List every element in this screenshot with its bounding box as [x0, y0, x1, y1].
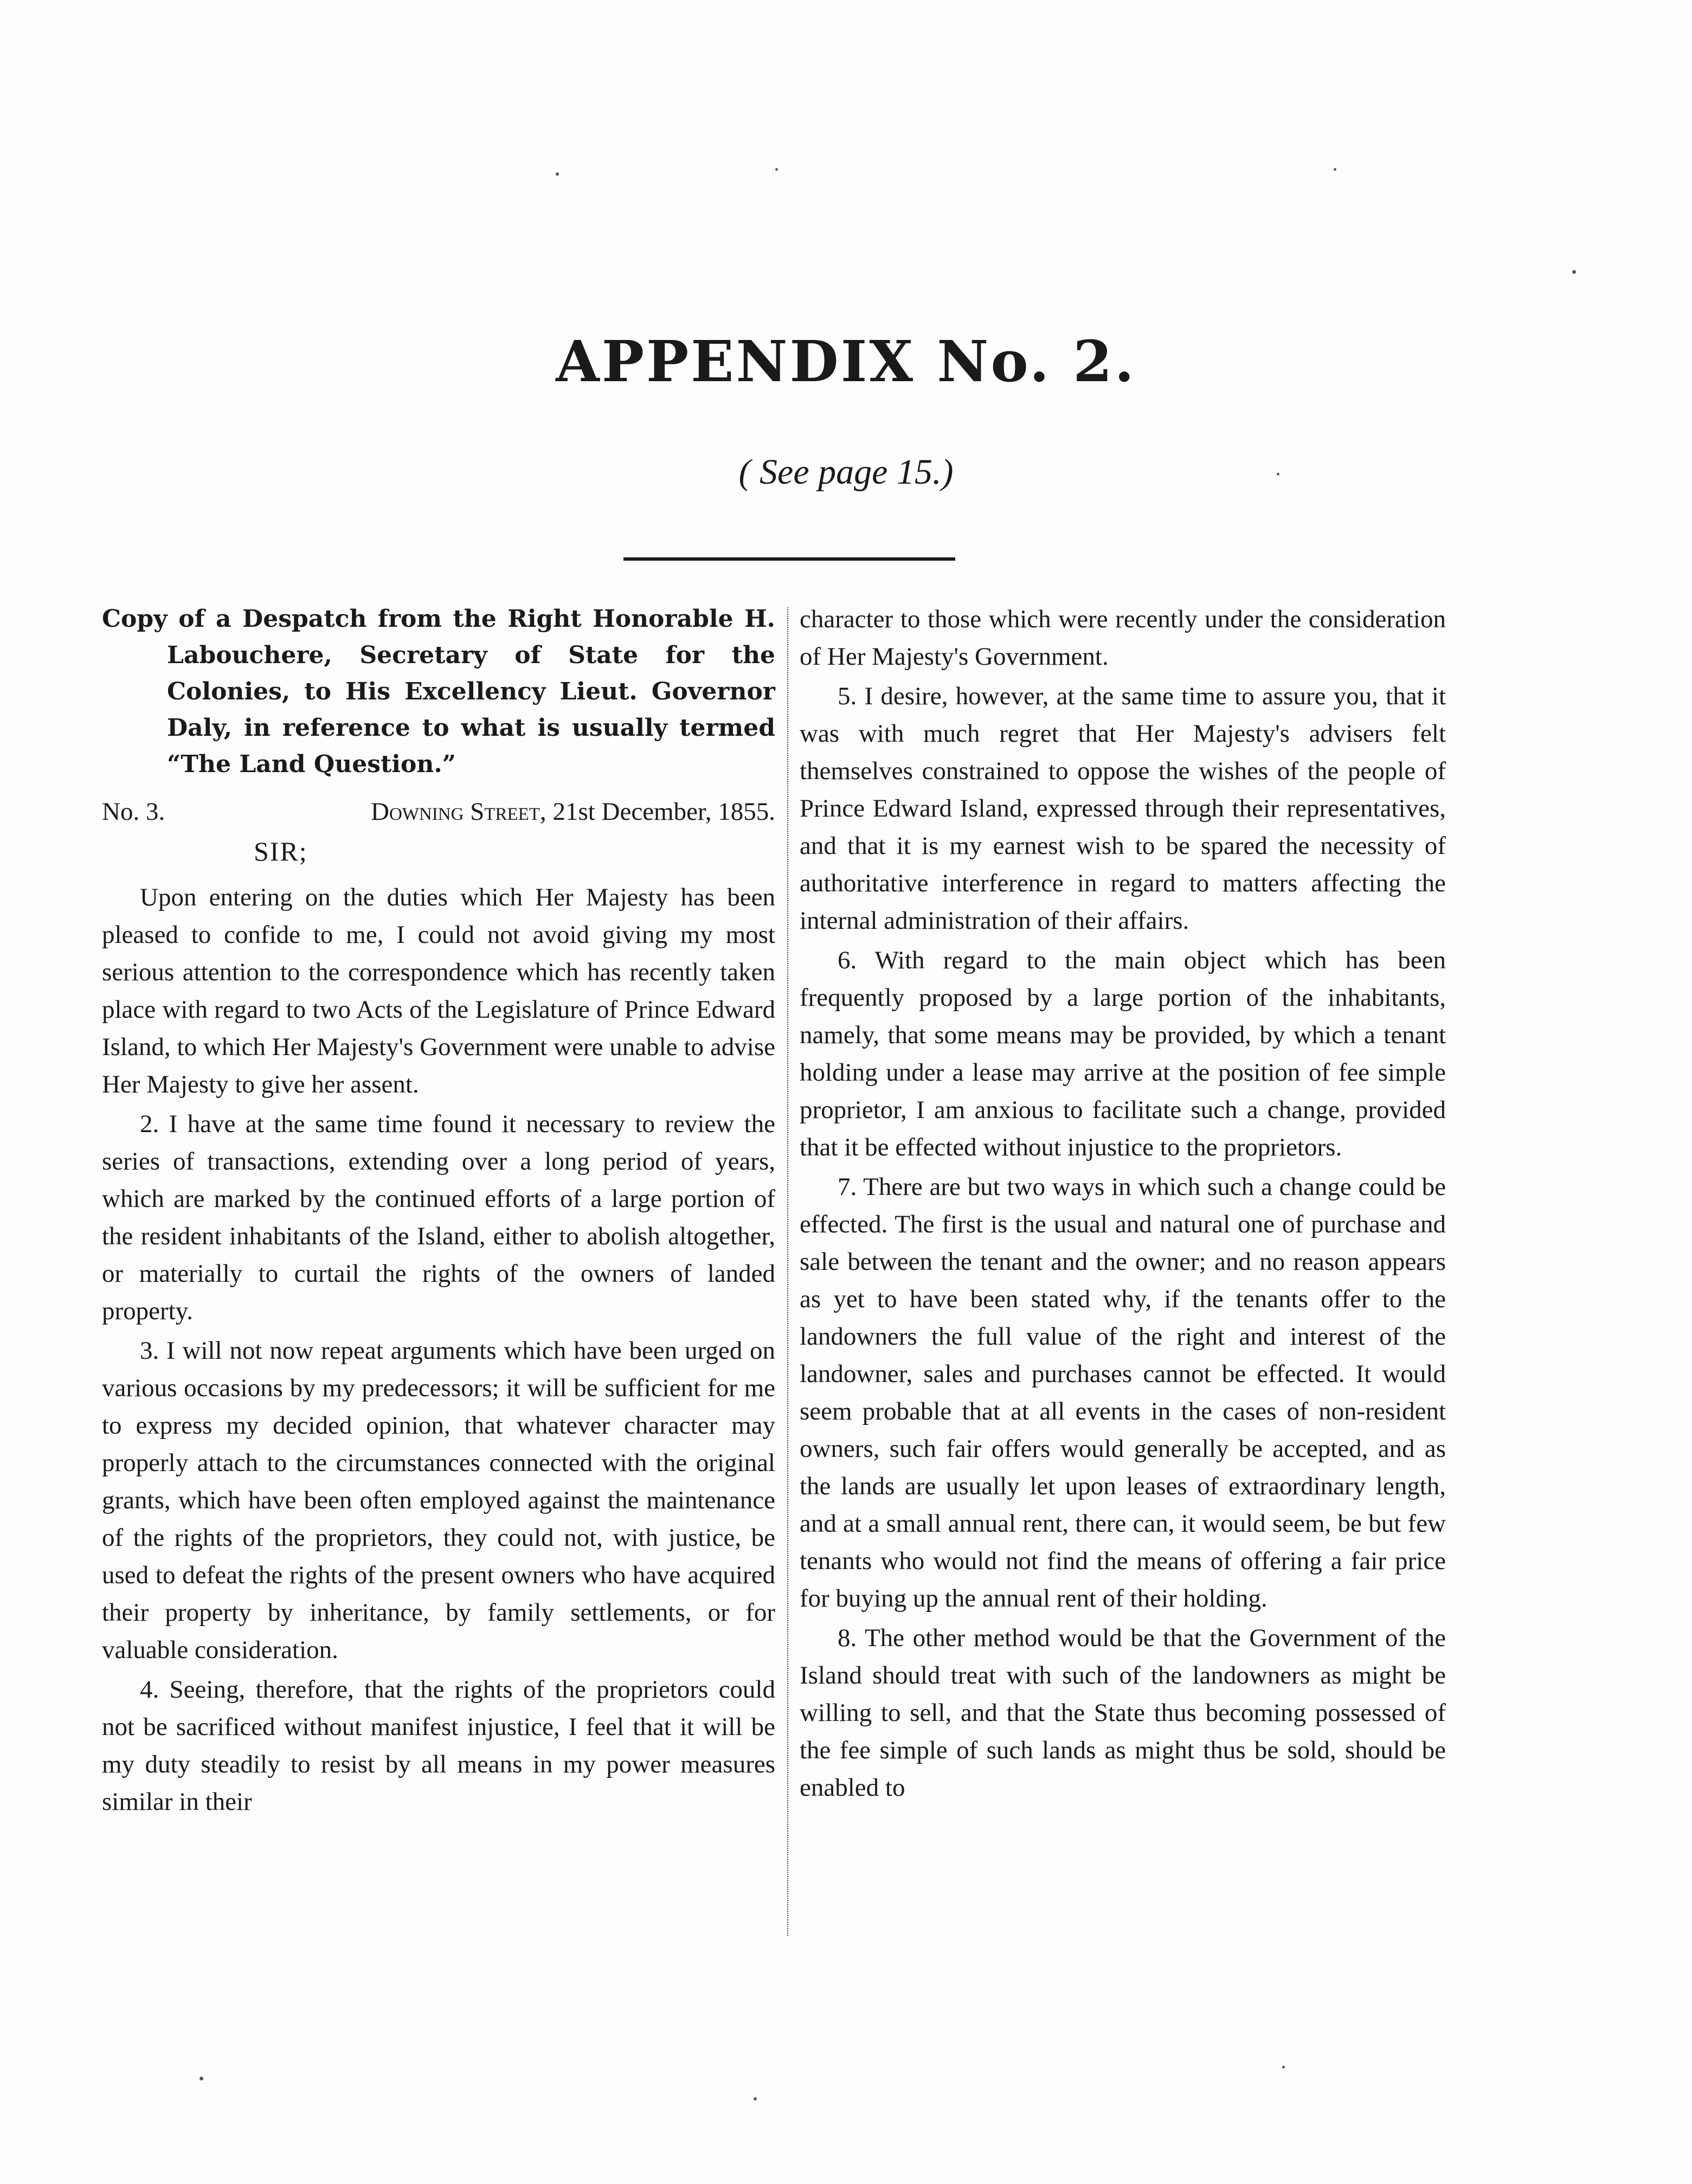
right-column	[800, 601, 1446, 1809]
paragraph-2: 2. I have at the same time found it necessary to review the series of transactions, extending over a long period of years, which are marked by the continued efforts of a large portion of the resident inhabitants of the Island, either to abolish altogether, or materially to curtail the rights of the owners of landed property.	[102, 1110, 775, 1325]
dateline-location	[371, 793, 775, 831]
print-speck	[1572, 270, 1576, 274]
column-divider	[787, 607, 788, 1936]
print-speck	[556, 172, 559, 176]
appendix-title: APPENDIX No. 2.	[556, 328, 1136, 395]
despatch-number: No. 3.	[102, 798, 165, 826]
print-speck	[1277, 473, 1279, 476]
print-speck	[775, 168, 778, 171]
paragraph-8: 8. The other method would be that the Government of the Island should treat with such of the landowners as might be willing to sell, and that the State thus becoming possessed of the fee simple of such lands as might thus be sold, should be enabled to	[800, 1624, 1446, 1802]
print-speck	[754, 2097, 757, 2101]
print-speck	[200, 2077, 203, 2080]
paragraph-1: Upon entering on the duties which Her Majesty has been pleased to confide to me, I could not avoid giving my most serious attention to the correspondence which has recently taken place with regard to two Acts of the Legislature of Prince Edward Island, to which Her Majesty's Government were unable to advise Her Majesty to give her assent.	[102, 883, 775, 1099]
title-rule	[623, 557, 955, 561]
paragraph-3: 3. I will not now repeat arguments which have been urged on various occasions by my predecessors; it will be sufficient for me to express my decided opinion, that whatever character may properly attach to the circumstances connected with the original grants, which have been often employed against the maintenance of the rights of the proprietors, they could not, with justice, be used to defeat the rights of the present owners who have acquired their property by inheritance, by family settlements, or for valuable consideration.	[102, 1337, 775, 1664]
print-speck	[1282, 2066, 1285, 2069]
page-reference: ( See page 15.)	[738, 452, 954, 492]
salutation: SIR;	[254, 836, 308, 866]
paragraph-7: 7. There are but two ways in which such a change could be effected. The first is the usual and natural one of purchase and sale between the tenant and the owner; and no reason appears as yet to have been stated why, if the tenants offer to the landowners the full value of the right and interest of the landowner, sales and purchases cannot be effected. It would seem probable that at all events in the cases of non-resident owners, such fair offers would generally be accepted, and as the lands are usually let upon leases of extraordinary length, and at a small annual rent, there can, it would seem, be but few tenants who would not find the means of offering a fair price for buying up the annual rent of their holding.	[800, 1173, 1446, 1613]
paragraph-6: 6. With regard to the main object which has been frequently proposed by a large portion of the inhabitants, namely, that some means may be provided, by which a tenant holding under a lease may arrive at the position of fee simple proprietor, I am anxious to facilitate such a change, provided that it be effected without injustice to the proprietors.	[800, 946, 1446, 1161]
paragraph-4: 4. Seeing, therefore, that the rights of the proprietors could not be sacrificed without manifest injustice, I feel that it will be my duty steadily to resist by all means in my power measures similar in their	[102, 1675, 775, 1816]
dateline-place: Downing Street,	[371, 798, 546, 826]
print-speck	[1334, 168, 1336, 171]
paragraph-5: 5. I desire, however, at the same time to assure you, that it was with much regret that Her Majesty's advisers felt themselves constrained to oppose the wishes of the people of Prince Edward Island, expressed through their representatives, and that it is my earnest wish to be spared the necessity of authoritative interference in regard to matters affecting the internal administration of their affairs.	[800, 682, 1446, 935]
dateline-date: 21st December, 1855.	[552, 798, 775, 826]
despatch-heading: Copy of a Despatch from the Right Honorable H. Labouchere, Secretary of State for the Colonies, to His Excellency Lieut. Governor Daly, in reference to what is usually termed “The Land Question.”	[102, 605, 775, 778]
left-column	[102, 601, 775, 1823]
paragraph-4-continued: character to those which were recently under the consideration of Her Majesty's Government.	[800, 605, 1446, 671]
dateline	[102, 793, 775, 831]
